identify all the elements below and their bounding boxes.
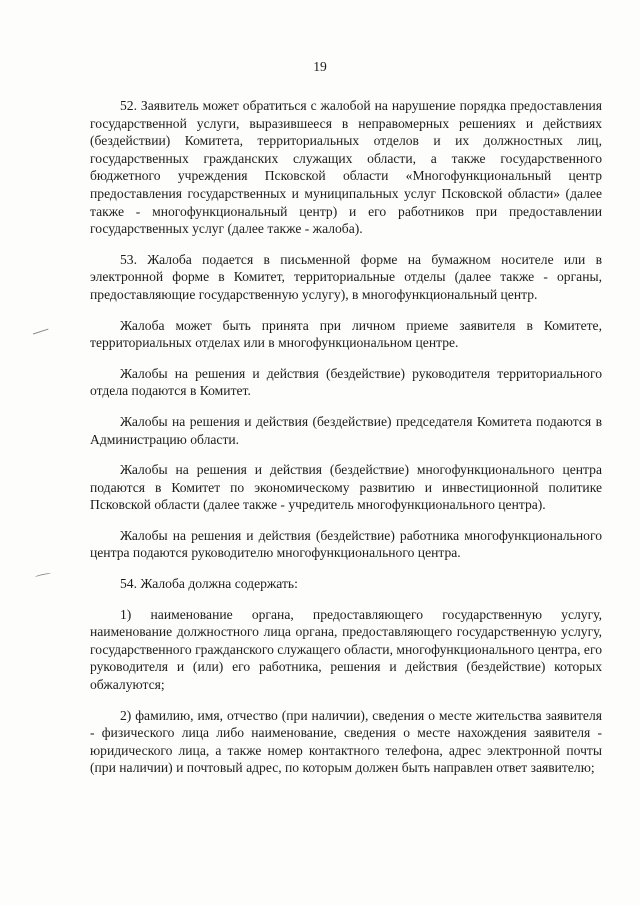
paragraph-53: 53. Жалоба подается в письменной форме на бумажном носителе или в электронной форме в Комитет, территориальные отделы (далее также - органы, предоставляющие государственную услугу), в многофункциональный центр. xyxy=(90,251,602,302)
paragraph-52: 52. Заявитель может обратиться с жалобой на нарушение порядка предоставления государственной услуги, выразившееся в неправомерных решениях и действиях (бездействии) Комитета, территориальных отделов и их должностных лиц, государственных гражданских служащих области, а также государственного бюджетного учреждения Псковской области «Многофункциональный центр предоставления государственных и муниципальных услуг Псковской области» (далее также - многофункциональный центр) и его работников при предоставлении государственных услуг (далее также - жалоба). xyxy=(90,98,602,237)
list-item-2: 2) фамилию, имя, отчество (при наличии), сведения о месте жительства заявителя - физического лица либо наименование, сведения о месте нахождения заявителя - юридического лица, а также номер контактного телефона, адрес электронной почты (при наличии) и почтовый адрес, по которым должен быть направлен ответ заявителю; xyxy=(90,707,602,776)
paragraph-complaint-acceptance: Жалоба может быть принята при личном приеме заявителя в Комитете, территориальных отделах или в многофункциональном центре. xyxy=(90,317,602,351)
list-item-1: 1) наименование органа, предоставляющего государственную услугу, наименование должностного лица органа, предоставляющего государственную услугу, государственного гражданского служащего области, многофункционального центра, его руководителя и (или) его работника, решения и действия (бездействие) которых обжалуются; xyxy=(90,606,602,693)
paragraph-committee-chair: Жалобы на решения и действия (бездействие) председателя Комитета подаются в Администрацию области. xyxy=(90,413,602,447)
margin-pen-mark xyxy=(35,572,51,578)
paragraph-territorial-head: Жалобы на решения и действия (бездействие) руководителя территориального отдела подаются в Комитет. xyxy=(90,365,602,399)
paragraph-54: 54. Жалоба должна содержать: xyxy=(120,576,298,592)
document-body xyxy=(90,97,602,790)
margin-pen-mark xyxy=(33,329,49,337)
paragraph-mfc: Жалобы на решения и действия (бездействие) многофункционального центра подаются в Комитет по экономическому развитию и инвестиционной политике Псковской области (далее также - учредитель многофункционального центра). xyxy=(90,462,602,513)
page-number: 19 xyxy=(313,59,327,74)
paragraph-mfc-employee: Жалобы на решения и действия (бездействие) работника многофункционального центра подаются руководителю многофункционального центра. xyxy=(90,527,602,561)
